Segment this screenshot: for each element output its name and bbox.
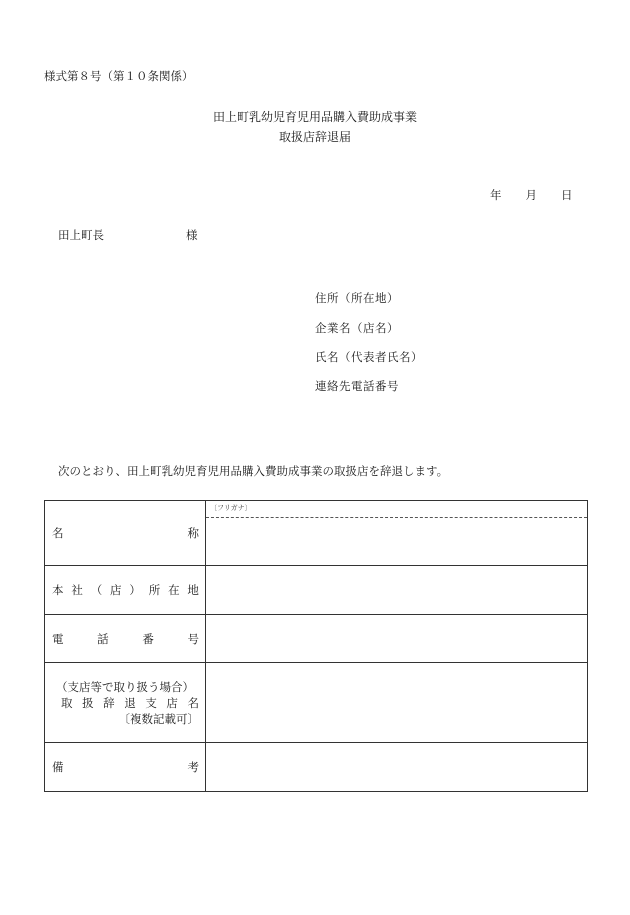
applicant-name-label: 氏名（代表者氏名） (315, 350, 423, 364)
withdrawal-form-table (44, 500, 588, 792)
label-char: 考 (187, 760, 199, 774)
branch-label-note: 〔複数記載可〕 (118, 711, 199, 726)
label-char: 本 (52, 583, 64, 597)
label-char: ） (129, 583, 141, 597)
label-char: 辞 (103, 695, 115, 710)
applicant-contact-label: 連絡先電話番号 (315, 379, 399, 393)
label-char: 支 (145, 695, 157, 710)
remarks-label (45, 743, 206, 792)
hq-address-label (45, 566, 206, 615)
branch-label-line1: （支店等で取り扱う場合） (56, 679, 194, 694)
name-field[interactable] (206, 501, 588, 566)
form-number: 様式第８号（第１０条関係） (44, 69, 194, 83)
date-day-label: 日 (561, 188, 573, 202)
label-char: 在 (168, 583, 180, 597)
name-label (45, 501, 206, 566)
furigana-divider (206, 517, 587, 518)
applicant-address-label: 住所（所在地） (315, 291, 399, 305)
label-char: 名 (187, 695, 199, 710)
label-char: 名 (52, 526, 64, 540)
label-char: 社 (71, 583, 83, 597)
label-char: （ (90, 583, 103, 597)
label-char: 取 (61, 695, 73, 710)
addressee-name: 田上町長 (58, 228, 104, 242)
remarks-field[interactable] (206, 743, 588, 792)
table-row-name (45, 501, 588, 566)
hq-address-field[interactable] (206, 566, 588, 615)
label-char: 称 (187, 526, 199, 540)
addressee-honorific: 様 (186, 228, 198, 242)
phone-label (45, 615, 206, 663)
label-char: 店 (110, 583, 122, 597)
form-title: 田上町乳幼児育児用品購入費助成事業 (212, 110, 417, 124)
applicant-company-label: 企業名（店名） (315, 321, 399, 335)
date-month-label: 月 (525, 188, 537, 202)
table-row-branch (45, 663, 588, 743)
label-char: 扱 (82, 695, 94, 710)
label-char: 話 (97, 631, 109, 646)
label-char: 退 (124, 695, 136, 710)
addressee (58, 227, 198, 243)
table-row-remarks (45, 743, 588, 792)
phone-field[interactable] (206, 615, 588, 663)
date-line (490, 187, 573, 203)
form-subtitle: 取扱店辞退届 (278, 130, 351, 144)
label-char: 号 (187, 631, 199, 646)
table-row-hq (45, 566, 588, 615)
branch-label-line2 (51, 695, 199, 711)
table-row-phone (45, 615, 588, 663)
label-char: 備 (52, 760, 64, 774)
branch-field[interactable] (206, 663, 588, 743)
body-text: 次のとおり、田上町乳幼児育児用品購入費助成事業の取扱店を辞退します。 (58, 464, 449, 478)
furigana-label: 〔フリガナ〕 (210, 504, 252, 512)
label-char: 番 (142, 631, 154, 646)
label-char: 地 (187, 583, 199, 597)
label-char: 電 (52, 631, 64, 646)
branch-label (45, 663, 206, 743)
date-year-label: 年 (490, 188, 502, 202)
label-char: 所 (148, 583, 161, 597)
label-char: 店 (166, 695, 178, 710)
